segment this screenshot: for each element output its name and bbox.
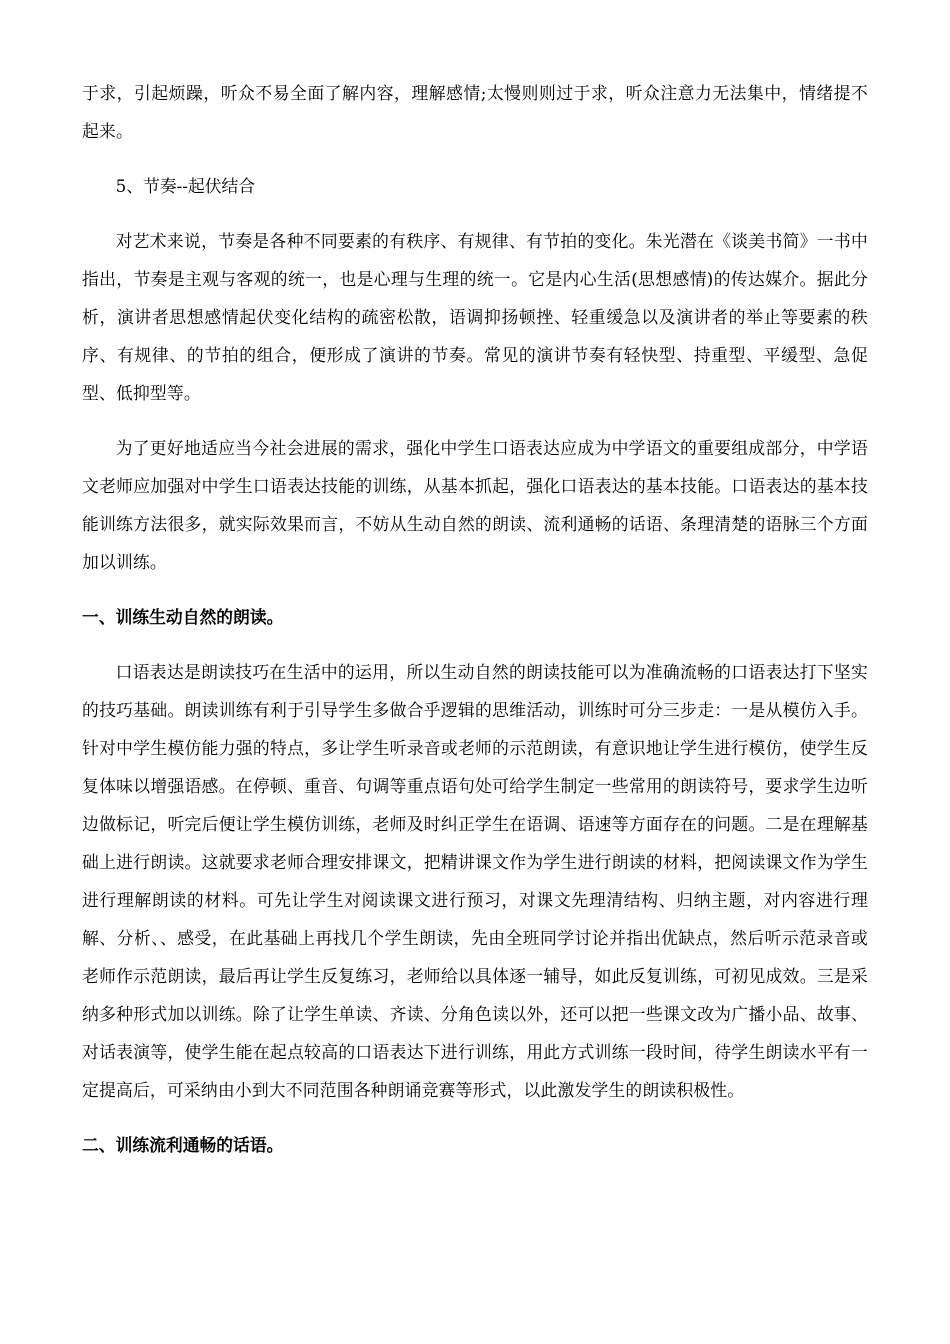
paragraph-continued: 于求，引起烦躁，听众不易全面了解内容，理解感情;太慢则则过于求，听众注意力无法集中，情绪提不起来。	[82, 83, 868, 141]
document-page	[82, 74, 868, 1181]
subheading-rhythm: 5、节奏--起伏结合	[115, 176, 256, 196]
heading-reading: 一、训练生动自然的朗读。	[82, 607, 284, 627]
heading-speech: 二、训练流利通畅的话语。	[82, 1135, 284, 1155]
paragraph-rhythm: 对艺术来说，节奏是各种不同要素的有秩序、有规律、有节拍的变化。朱光潜在《谈美书简》一书中指出，节奏是主观与客观的统一，也是心理与生理的统一。它是内心生活(思想感情)的传达媒介。据此分析，演讲者思想感情起伏变化结构的疏密松散，语调抑扬顿挫、轻重缓急以及演讲者的举止等要素的秩序、有规律、的节拍的组合，便形成了演讲的节奏。常见的演讲节奏有轻快型、持重型、平缓型、急促型、低抑型等。	[82, 231, 868, 403]
paragraph-reading: 口语表达是朗读技巧在生活中的运用，所以生动自然的朗读技能可以为准确流畅的口语表达打下坚实的技巧基础。朗读训练有利于引导学生多做合乎逻辑的思维活动，训练时可分三步走：一是从模仿入手。针对中学生模仿能力强的特点，多让学生听录音或老师的示范朗读，有意识地让学生进行模仿，使学生反复体味以增强语感。在停顿、重音、句调等重点语句处可给学生制定一些常用的朗读符号，要求学生边听边做标记，听完后便让学生模仿训练，老师及时纠正学生在语调、语速等方面存在的问题。二是在理解基础上进行朗读。这就要求老师合理安排课文，把精讲课文作为学生进行朗读的材料，把阅读课文作为学生进行理解朗读的材料。可先让学生对阅读课文进行预习，对课文先理清结构、归纳主题，对内容进行理解、分析、、感受，在此基础上再找几个学生朗读，先由全班同学讨论并指出优缺点，然后听示范录音或老师作示范朗读，最后再让学生反复练习，老师给以具体逐一辅导，如此反复训练，可初见成效。三是采纳多种形式加以训练。除了让学生单读、齐读、分角色读以外，还可以把一些课文改为广播小品、故事、对话表演等，使学生能在起点较高的口语表达下进行训练，用此方式训练一段时间，待学生朗读水平有一定提高后，可采纳由小到大不同范围各种朗诵竞赛等形式，以此激发学生的朗读积极性。	[82, 662, 868, 1100]
paragraph-intro: 为了更好地适应当今社会进展的需求，强化中学生口语表达应成为中学语文的重要组成部分，中学语文老师应加强对中学生口语表达技能的训练，从基本抓起，强化口语表达的基本技能。口语表达的基本技能训练方法很多，就实际效果而言，不妨从生动自然的朗读、流利通畅的话语、条理清楚的语脉三个方面加以训练。	[82, 438, 868, 572]
